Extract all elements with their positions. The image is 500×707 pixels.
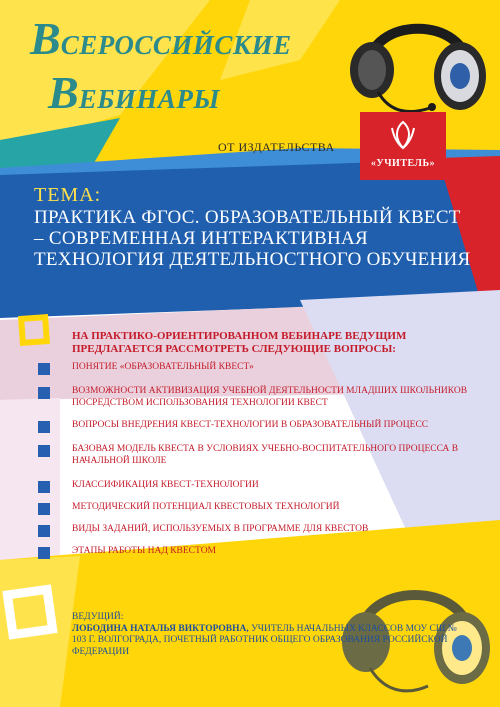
list-item-text: ЭТАПЫ РАБОТЫ НАД КВЕСТОМ: [72, 546, 216, 556]
logo-title-line-2: [48, 66, 220, 119]
publisher-seal: [360, 112, 446, 180]
square-bullet-icon: [38, 363, 50, 375]
speaker-name: ЛОБОДИНА НАТАЛЬЯ ВИКТОРОВНА,: [72, 623, 249, 634]
logo-initial: В: [48, 67, 79, 118]
topic-title: ПРАКТИКА ФГОС. ОБРАЗОВАТЕЛЬНЫЙ КВЕСТ – СОВРЕМЕННАЯ ИНТЕРАКТИВНАЯ ТЕХНОЛОГИЯ ДЕЯТЕЛЬНОСТНОГО ОБУЧЕНИЯ: [34, 207, 471, 270]
speaker-details: УЧИТЕЛЬ НАЧАЛЬНЫХ КЛАССОВ МОУ СШ № 103 Г. ВОЛГОГРАДА, ПОЧЕТНЫЙ РАБОТНИК ОБЩЕГО ОБРАЗОВАНИЯ РОССИЙСКОЙ ФЕДЕРАЦИИ: [72, 623, 457, 657]
square-bullet-icon: [38, 525, 50, 537]
list-item-text: КЛАССИФИКАЦИЯ КВЕСТ-ТЕХНОЛОГИИ: [72, 480, 259, 490]
square-bullet-icon: [38, 421, 50, 433]
square-bullet-icon: [38, 481, 50, 493]
logo-title-line-1: [30, 12, 292, 65]
list-item-text: ВОПРОСЫ ВНЕДРЕНИЯ КВЕСТ-ТЕХНОЛОГИИ В ОБРАЗОВАТЕЛЬНЫЙ ПРОЦЕСС: [72, 420, 429, 430]
square-bullet-icon: [38, 547, 50, 559]
logo-initial: В: [30, 13, 61, 64]
speaker-line: [72, 624, 472, 659]
publisher-label: ОТ ИЗДАТЕЛЬСТВА: [218, 140, 335, 154]
square-bullet-icon: [38, 445, 50, 457]
publisher-seal-text: «УЧИТЕЛЬ»: [370, 158, 436, 169]
square-bullet-icon: [38, 503, 50, 515]
speaker-info: [72, 612, 472, 658]
list-item-text: ВОЗМОЖНОСТИ АКТИВИЗАЦИЯ УЧЕБНОЙ ДЕЯТЕЛЬНОСТИ МЛАДШИХ ШКОЛЬНИКОВ ПОСРЕДСТВОМ ИСПОЛЬЗОВАНИЯ ТЕХНОЛОГИИ КВЕСТ: [72, 386, 468, 408]
headphones-icon: [338, 0, 498, 130]
logo-word: ЕБИНАРЫ: [78, 84, 221, 114]
agenda-intro: НА ПРАКТИКО-ОРИЕНТИРОВАННОМ ВЕБИНАРЕ ВЕДУЩИМ ПРЕДЛАГАЕТСЯ РАССМОТРЕТЬ СЛЕДУЮЩИЕ ВОПРОСЫ:: [72, 330, 407, 355]
publisher-logo-icon: [388, 120, 418, 150]
list-item-text: МЕТОДИЧЕСКИЙ ПОТЕНЦИАЛ КВЕСТОВЫХ ТЕХНОЛОГИЙ: [72, 502, 340, 512]
speaker-label: ВЕДУЩИЙ:: [72, 612, 124, 622]
list-item-text: БАЗОВАЯ МОДЕЛЬ КВЕСТА В УСЛОВИЯХ УЧЕБНО-ВОСПИТАТЕЛЬНОГО ПРОЦЕССА В НАЧАЛЬНОЙ ШКОЛЕ: [72, 444, 459, 466]
logo-word: СЕРОССИЙСКИЕ: [60, 30, 292, 60]
list-item-text: ВИДЫ ЗАДАНИЙ, ИСПОЛЬЗУЕМЫХ В ПРОГРАММЕ ДЛЯ КВЕСТОВ: [72, 524, 369, 534]
list-item-text: ПОНЯТИЕ «ОБРАЗОВАТЕЛЬНЫЙ КВЕСТ»: [72, 362, 254, 372]
topic-label: ТЕМА:: [34, 184, 102, 206]
square-bullet-icon: [38, 387, 50, 399]
